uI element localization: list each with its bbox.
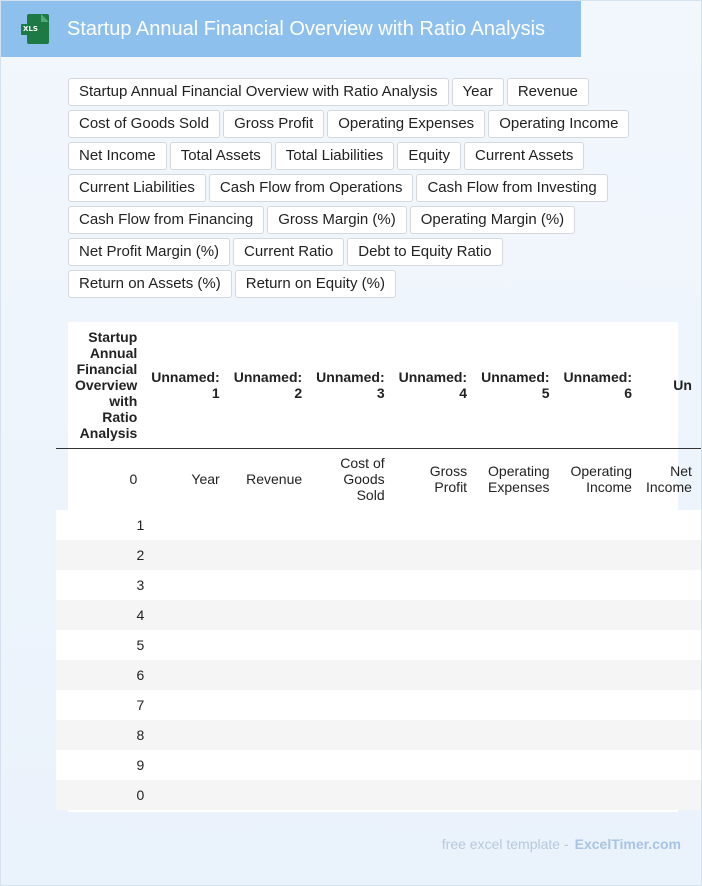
table-cell[interactable] bbox=[641, 570, 701, 600]
table-cell[interactable] bbox=[394, 510, 476, 540]
table-cell[interactable] bbox=[559, 600, 641, 630]
table-cell[interactable] bbox=[311, 630, 393, 660]
table-cell[interactable] bbox=[311, 660, 393, 690]
row-blank-cell bbox=[56, 510, 70, 540]
column-header[interactable]: Un bbox=[641, 322, 701, 448]
table-cell[interactable] bbox=[641, 750, 701, 780]
table-cell[interactable] bbox=[146, 600, 228, 630]
column-chip[interactable]: Debt to Equity Ratio bbox=[347, 238, 502, 266]
footer-brand-link[interactable]: ExcelTimer.com bbox=[574, 836, 681, 852]
table-cell[interactable] bbox=[311, 780, 393, 810]
column-header[interactable]: Unnamed: 4 bbox=[394, 322, 476, 448]
subheader-cell: Operating Expenses bbox=[488, 463, 550, 496]
table-row[interactable] bbox=[56, 570, 701, 600]
row-index: 7 bbox=[70, 690, 146, 720]
table-row[interactable] bbox=[56, 630, 701, 660]
table-cell[interactable] bbox=[311, 510, 393, 540]
column-header[interactable]: Unnamed: 3 bbox=[311, 322, 393, 448]
table-cell[interactable] bbox=[641, 540, 701, 570]
table-cell[interactable] bbox=[311, 600, 393, 630]
column-chip[interactable]: Year bbox=[452, 78, 504, 106]
row-blank-cell bbox=[56, 720, 70, 750]
row-blank-cell bbox=[56, 780, 70, 810]
table-cell[interactable] bbox=[476, 630, 558, 660]
table-cell[interactable] bbox=[394, 660, 476, 690]
row-blank-cell bbox=[56, 630, 70, 660]
table-cell[interactable] bbox=[476, 570, 558, 600]
column-chip[interactable]: Operating Margin (%) bbox=[410, 206, 575, 234]
column-chip[interactable]: Current Liabilities bbox=[68, 174, 206, 202]
table-cell[interactable] bbox=[559, 660, 641, 690]
table-row[interactable] bbox=[56, 600, 701, 630]
table-cell[interactable] bbox=[146, 690, 228, 720]
row-index: 6 bbox=[70, 660, 146, 690]
table-cell[interactable] bbox=[641, 630, 701, 660]
row-blank-cell bbox=[56, 660, 70, 690]
table-cell[interactable] bbox=[641, 720, 701, 750]
table-cell[interactable] bbox=[559, 630, 641, 660]
table-cell[interactable] bbox=[476, 600, 558, 630]
column-chip[interactable]: Net Income bbox=[68, 142, 167, 170]
table-cell[interactable] bbox=[476, 510, 558, 540]
table-cell[interactable] bbox=[559, 570, 641, 600]
table-cell[interactable] bbox=[229, 690, 311, 720]
table-cell[interactable] bbox=[476, 660, 558, 690]
column-chip[interactable]: Cash Flow from Investing bbox=[416, 174, 607, 202]
column-chip[interactable]: Cash Flow from Operations bbox=[209, 174, 414, 202]
table-cell[interactable] bbox=[476, 540, 558, 570]
column-chip[interactable]: Return on Equity (%) bbox=[235, 270, 396, 298]
table-cell[interactable] bbox=[641, 780, 701, 810]
table-cell[interactable] bbox=[311, 720, 393, 750]
subheader-cell: Cost of Goods Sold bbox=[340, 455, 385, 504]
table-cell[interactable] bbox=[311, 690, 393, 720]
column-header[interactable]: Unnamed: 5 bbox=[476, 322, 558, 448]
footer-credit bbox=[442, 836, 681, 852]
row-index: 0 bbox=[70, 780, 146, 810]
table-cell[interactable] bbox=[311, 570, 393, 600]
table-row[interactable] bbox=[56, 660, 701, 690]
column-chip[interactable]: Current Ratio bbox=[233, 238, 344, 266]
row-blank-cell bbox=[56, 600, 70, 630]
column-chip[interactable]: Revenue bbox=[507, 78, 589, 106]
row-blank-cell bbox=[56, 750, 70, 780]
table-cell[interactable] bbox=[641, 600, 701, 630]
row-index: 5 bbox=[70, 630, 146, 660]
column-chip[interactable]: Return on Assets (%) bbox=[68, 270, 232, 298]
data-table-viewport[interactable] bbox=[68, 322, 692, 812]
row-index: 1 bbox=[70, 510, 146, 540]
table-cell[interactable] bbox=[559, 510, 641, 540]
column-chip[interactable]: Cost of Goods Sold bbox=[68, 110, 220, 138]
column-header[interactable]: Startup Annual Financial Overview with Ratio Analysis bbox=[70, 322, 146, 448]
table-row[interactable] bbox=[56, 690, 701, 720]
table-cell[interactable] bbox=[559, 750, 641, 780]
row-blank-cell bbox=[56, 540, 70, 570]
table-cell[interactable] bbox=[146, 780, 228, 810]
table-cell[interactable] bbox=[394, 690, 476, 720]
table-cell[interactable] bbox=[229, 510, 311, 540]
column-chip[interactable]: Equity bbox=[397, 142, 461, 170]
table-cell[interactable] bbox=[311, 750, 393, 780]
subheader-cell: 0 bbox=[129, 471, 138, 488]
row-blank-cell bbox=[56, 570, 70, 600]
column-chip[interactable]: Gross Profit bbox=[223, 110, 324, 138]
table-cell[interactable] bbox=[641, 510, 701, 540]
column-chip[interactable]: Operating Expenses bbox=[327, 110, 485, 138]
table-cell[interactable] bbox=[476, 720, 558, 750]
row-index: 3 bbox=[70, 570, 146, 600]
column-chip[interactable]: Net Profit Margin (%) bbox=[68, 238, 230, 266]
table-cell[interactable] bbox=[311, 540, 393, 570]
subheader-cell: Gross Profit bbox=[429, 463, 468, 496]
column-chip[interactable]: Total Assets bbox=[170, 142, 272, 170]
table-cell[interactable] bbox=[394, 630, 476, 660]
table-row[interactable] bbox=[56, 510, 701, 540]
xls-tag: XLS bbox=[23, 25, 38, 33]
subheader-cell: Operating Income bbox=[570, 463, 632, 496]
table-cell[interactable] bbox=[229, 780, 311, 810]
table-cell[interactable] bbox=[229, 600, 311, 630]
table-cell[interactable] bbox=[641, 660, 701, 690]
index-header-blank bbox=[56, 448, 70, 510]
table-cell[interactable] bbox=[394, 750, 476, 780]
title-banner bbox=[1, 1, 581, 57]
row-index: 2 bbox=[70, 540, 146, 570]
table-cell[interactable] bbox=[476, 780, 558, 810]
table-cell[interactable] bbox=[229, 660, 311, 690]
row-index: 8 bbox=[70, 720, 146, 750]
subheader-cell: Year bbox=[191, 471, 220, 488]
column-header[interactable]: Unnamed: 6 bbox=[559, 322, 641, 448]
column-chip[interactable]: Gross Margin (%) bbox=[267, 206, 407, 234]
table-cell[interactable] bbox=[394, 720, 476, 750]
table-cell[interactable] bbox=[146, 510, 228, 540]
table-cell[interactable] bbox=[394, 780, 476, 810]
column-chip[interactable]: Cash Flow from Financing bbox=[68, 206, 264, 234]
table-cell[interactable] bbox=[394, 540, 476, 570]
table-cell[interactable] bbox=[641, 690, 701, 720]
page-title: Startup Annual Financial Overview with Ratio Analysis bbox=[67, 17, 546, 40]
table-cell[interactable] bbox=[146, 540, 228, 570]
column-header[interactable]: Unnamed: 1 bbox=[146, 322, 228, 448]
excel-file-icon bbox=[23, 14, 49, 44]
table-cell[interactable] bbox=[559, 690, 641, 720]
table-cell[interactable] bbox=[146, 570, 228, 600]
table-cell[interactable] bbox=[559, 720, 641, 750]
table-cell[interactable] bbox=[559, 780, 641, 810]
subheader-cell: Net Income bbox=[645, 463, 692, 496]
table-cell[interactable] bbox=[229, 750, 311, 780]
table-cell[interactable] bbox=[476, 750, 558, 780]
table-cell[interactable] bbox=[146, 630, 228, 660]
table-cell[interactable] bbox=[476, 690, 558, 720]
table-row[interactable] bbox=[56, 750, 701, 780]
footer-prefix: free excel template - bbox=[441, 836, 569, 852]
table-row[interactable] bbox=[56, 540, 701, 570]
column-header[interactable]: Unnamed: 2 bbox=[229, 322, 311, 448]
table-cell[interactable] bbox=[229, 720, 311, 750]
table-cell[interactable] bbox=[146, 720, 228, 750]
row-blank-cell bbox=[56, 690, 70, 720]
table-cell[interactable] bbox=[559, 540, 641, 570]
table-cell[interactable] bbox=[229, 630, 311, 660]
subheader-cell: Revenue bbox=[246, 471, 303, 488]
row-index: 9 bbox=[70, 750, 146, 780]
column-chip-list bbox=[68, 78, 668, 298]
table-row[interactable] bbox=[56, 780, 701, 810]
index-header-blank bbox=[56, 322, 70, 448]
column-chip[interactable]: Current Assets bbox=[464, 142, 584, 170]
column-chip[interactable]: Total Liabilities bbox=[275, 142, 395, 170]
table-cell[interactable] bbox=[146, 750, 228, 780]
table-cell[interactable] bbox=[146, 660, 228, 690]
data-table bbox=[56, 322, 701, 810]
row-index: 4 bbox=[70, 600, 146, 630]
table-row[interactable] bbox=[56, 720, 701, 750]
table-cell[interactable] bbox=[394, 600, 476, 630]
table-cell[interactable] bbox=[394, 570, 476, 600]
column-chip[interactable]: Operating Income bbox=[488, 110, 629, 138]
table-cell[interactable] bbox=[229, 540, 311, 570]
table-cell[interactable] bbox=[229, 570, 311, 600]
column-chip[interactable]: Startup Annual Financial Overview with Ratio Analysis bbox=[68, 78, 449, 106]
